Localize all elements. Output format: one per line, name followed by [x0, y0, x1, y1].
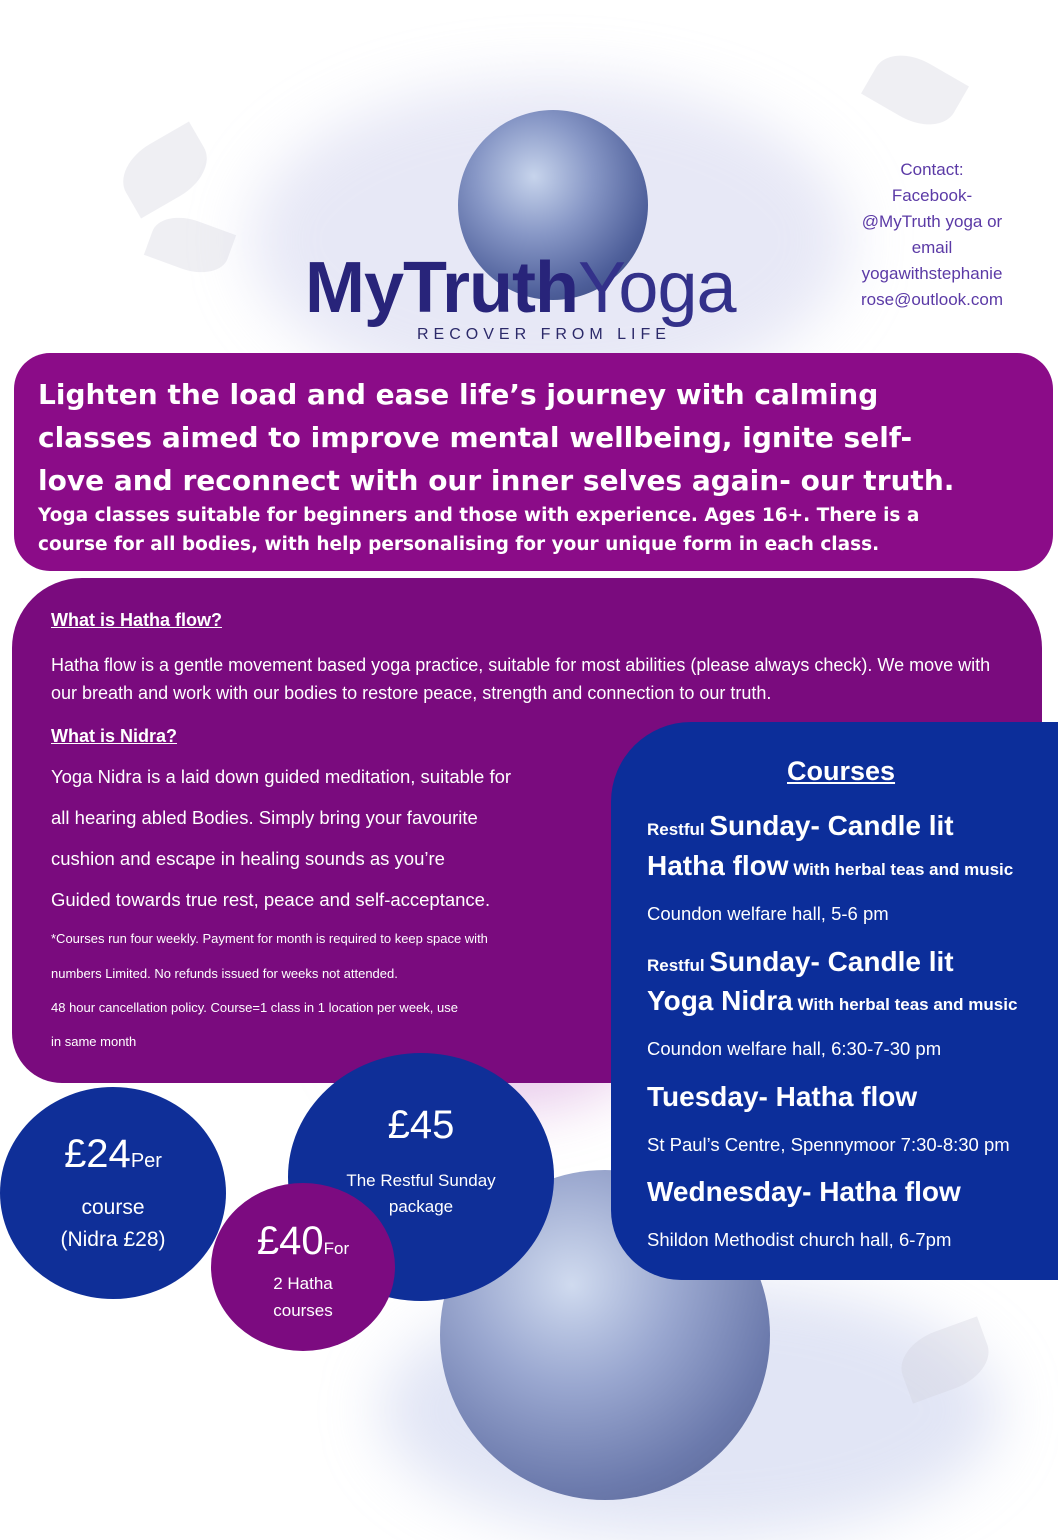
- course-heading: Restful Sunday- Candle lit: [647, 946, 954, 977]
- price-label: 2 Hatha: [273, 1274, 333, 1293]
- nidra-question: What is Nidra?: [51, 726, 178, 746]
- contact-line: Contact:: [900, 160, 964, 179]
- headline-banner: [14, 353, 1053, 571]
- contact-line: rose@outlook.com: [861, 290, 1003, 309]
- nidra-answer-line: Yoga Nidra is a laid down guided meditation, suitable for: [51, 766, 512, 787]
- price-label: package: [388, 1197, 454, 1216]
- course-location: Shildon Methodist church hall, 6-7pm: [647, 1229, 952, 1250]
- price-circle-24: [0, 1087, 226, 1299]
- price-label: course: [81, 1196, 145, 1219]
- course-heading: Hatha flow With herbal teas and music: [647, 850, 1014, 881]
- hatha-answer: Hatha flow is a gentle movement based yoga practice, suitable for most abilities (please always check). We move with our breath and work with our bodies to restore peace, strength and connection to our truth.: [51, 655, 991, 703]
- leaf-decoration: [861, 42, 969, 139]
- logo: [305, 248, 805, 343]
- price-label: The Restful Sunday: [346, 1171, 496, 1190]
- contact-line: @MyTruth yoga or: [861, 212, 1003, 231]
- course-location: St Paul’s Centre, Spennymoor 7:30-8:30 pm: [647, 1134, 1010, 1155]
- nidra-answer-line: Guided towards true rest, peace and self-acceptance.: [51, 889, 491, 910]
- logo-tagline: RECOVER FROM LIFE: [417, 326, 671, 343]
- course-heading: Wednesday- Hatha flow: [647, 1176, 961, 1207]
- banner-headline: Lighten the load and ease life’s journey with calming classes aimed to improve mental wellbeing, ignite self- love and reconnect with our inner selves again- our truth.: [38, 378, 955, 497]
- course-location: Coundon welfare hall, 5-6 pm: [647, 903, 889, 924]
- price-circle-40: [211, 1183, 395, 1351]
- hatha-question: What is Hatha flow?: [51, 610, 222, 630]
- contact-line: yogawithstephanie: [861, 264, 1003, 283]
- contact-line: email: [911, 238, 953, 257]
- fine-print-line: numbers Limited. No refunds issued for weeks not attended.: [51, 966, 398, 981]
- contact-info: [842, 157, 1022, 313]
- price-amount: £24Per: [64, 1132, 162, 1176]
- leaf-decoration: [111, 122, 219, 219]
- fine-print-line: in same month: [51, 1034, 137, 1049]
- nidra-answer-line: all hearing abled Bodies. Simply bring your favourite: [51, 807, 478, 828]
- fine-print-line: 48 hour cancellation policy. Course=1 class in 1 location per week, use: [51, 1000, 458, 1015]
- leaf-decoration: [144, 208, 236, 282]
- price-amount: £45: [387, 1103, 455, 1147]
- nidra-answer-line: cushion and escape in healing sounds as you’re: [51, 848, 445, 869]
- price-amount: £40For: [256, 1219, 350, 1263]
- course-location: Coundon welfare hall, 6:30-7-30 pm: [647, 1038, 942, 1059]
- course-heading: Tuesday- Hatha flow: [647, 1081, 918, 1112]
- price-label: (Nidra £28): [60, 1228, 166, 1251]
- banner-subtext: Yoga classes suitable for beginners and those with experience. Ages 16+. There is a course for all bodies, with help personalising for your unique form in each class.: [38, 505, 920, 555]
- contact-line: Facebook-: [891, 186, 973, 205]
- logo-wordmark: MyTruthYoga: [305, 248, 736, 328]
- price-label: courses: [273, 1301, 333, 1320]
- course-heading: Restful Sunday- Candle lit: [647, 810, 954, 841]
- course-heading: Yoga Nidra With herbal teas and music: [647, 985, 1018, 1016]
- courses-title: Courses: [787, 756, 896, 786]
- courses-panel: [611, 722, 1058, 1280]
- fine-print-line: *Courses run four weekly. Payment for month is required to keep space with: [51, 931, 488, 946]
